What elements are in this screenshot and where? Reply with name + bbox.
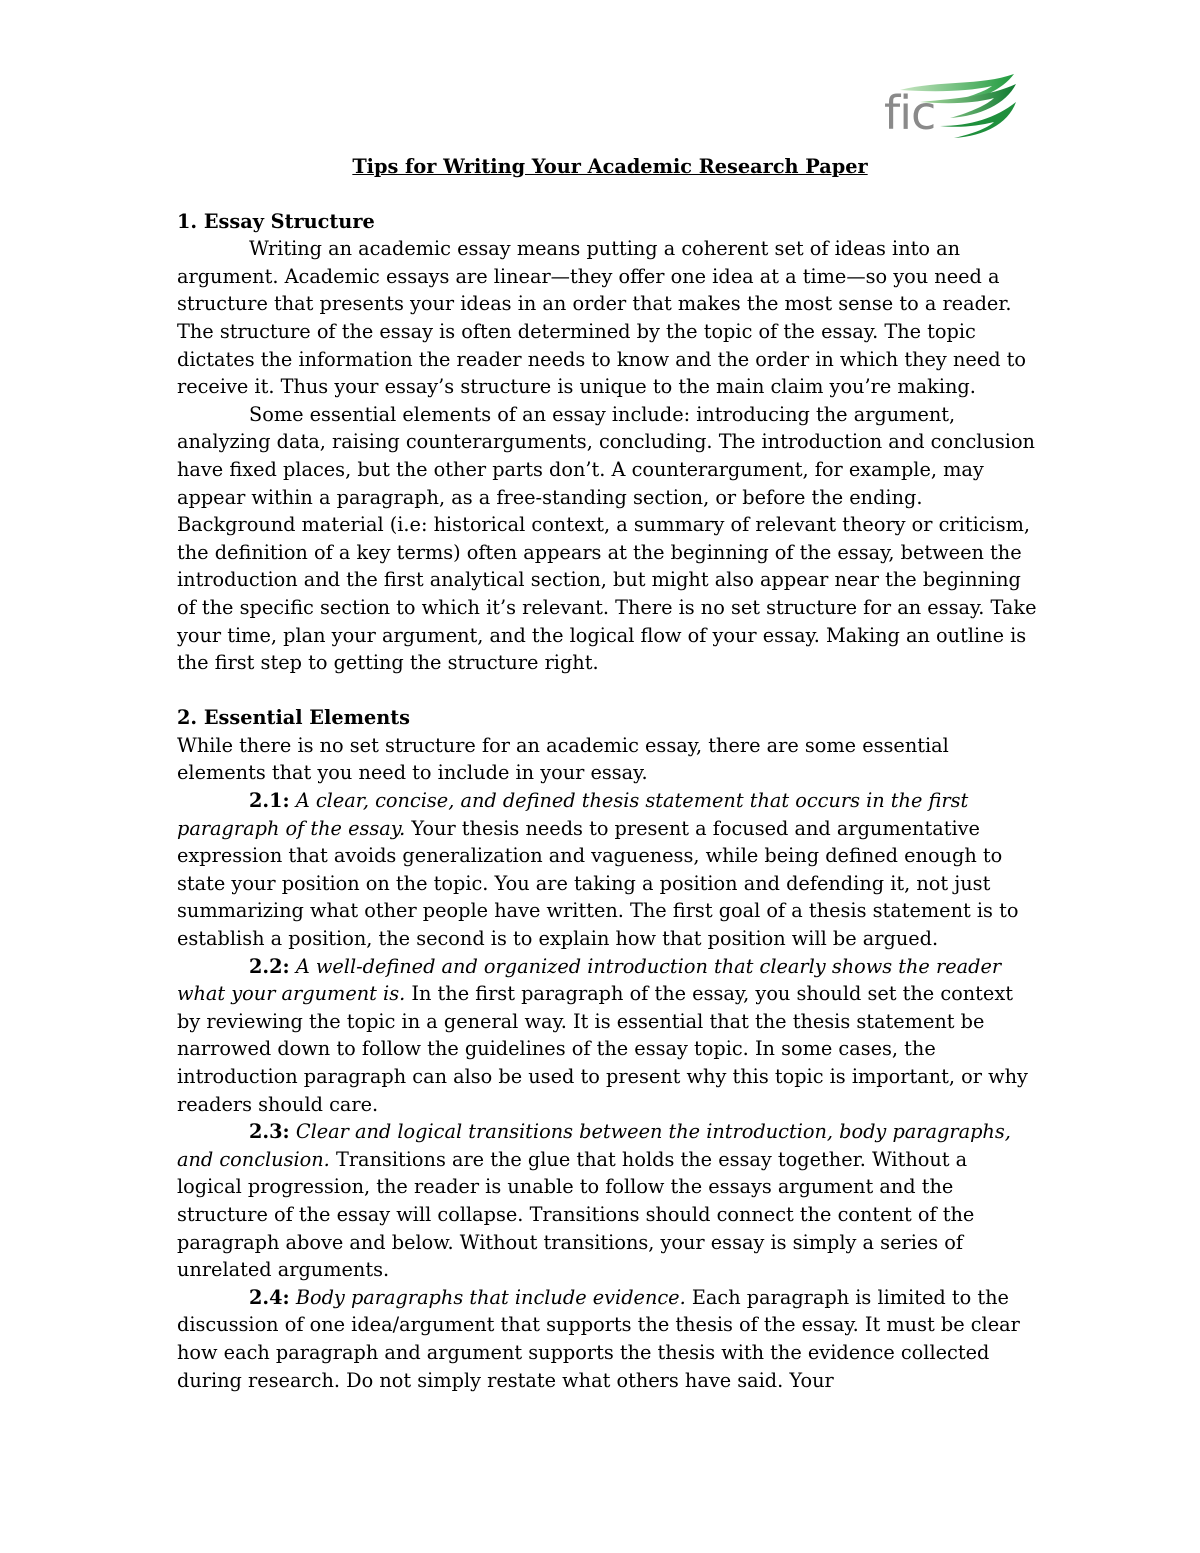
element-number: 2.1:: [249, 789, 290, 813]
element-lead: Body paragraphs that include evidence.: [295, 1285, 686, 1309]
element-item-2-1: [177, 787, 1037, 953]
element-item-2-3: [177, 1118, 1037, 1284]
spacer: [177, 677, 1037, 705]
element-number: 2.4:: [249, 1285, 290, 1309]
element-body: In the first paragraph of the essay, you should set the context by reviewing the topic in a general way. It is essential that the thesis statement be narrowed down to follow the guidelines of the essay topic. In some cases, the introduction paragraph can also be used to present why this topic is important, or why readers should care.: [177, 982, 1028, 1116]
paragraph-essential-elements-intro: While there is no set structure for an academic essay, there are some essential elements that you need to include in your essay.: [177, 733, 949, 785]
section-heading-essential-elements: 2. Essential Elements: [177, 706, 411, 730]
element-lead: A well-defined and organized introduction that clearly shows the reader what your argument is.: [177, 954, 1002, 1006]
element-item-2-4: [177, 1284, 1037, 1394]
document-title: Tips for Writing Your Academic Research Paper: [352, 155, 868, 178]
paragraph-essay-structure-1: Writing an academic essay means putting a coherent set of ideas into an argument. Academic essays are linear—they offer one idea at a time—so you need a structure that presents your ideas in an order that makes the most sense to a reader. The structure of the essay is often determined by the topic of the essay. The topic dictates the information the reader needs to know and the order in which they need to receive it. Thus your essay’s structure is unique to the main claim you’re making.: [177, 237, 1027, 399]
element-lead: Clear and logical transitions between the introduction, body paragraphs, and conclusion.: [177, 1120, 1011, 1171]
element-number: 2.2:: [249, 954, 290, 978]
section-heading-essay-structure: 1. Essay Structure: [177, 209, 375, 233]
element-body: Each paragraph is limited to the discussion of one idea/argument that supports the thesis of the essay. It must be clear how each paragraph and argument supports the thesis with the evidence collected during research. Do not simply restate what others have said. Your: [177, 1285, 1020, 1392]
element-body: Your thesis needs to present a focused and argumentative expression that avoids generalization and vagueness, while being defined enough to state your position on the topic. You are taking a position and defending it, not just summarizing what other people have written. The first goal of a thesis statement is to establish a position, the second is to explain how that position will be argued.: [177, 816, 1019, 951]
document-body: [177, 153, 1037, 1394]
fic-logo: [880, 72, 1020, 152]
element-number: 2.3:: [249, 1120, 290, 1144]
element-lead: A clear, concise, and defined thesis statement that occurs in the first paragraph of the essay.: [177, 789, 969, 840]
logo-text: fic: [884, 86, 936, 140]
element-item-2-2: [177, 953, 1037, 1119]
element-body: Transitions are the glue that holds the essay together. Without a logical progression, the reader is unable to follow the essays argument and the structure of the essay will collapse. Transitions should connect the content of the paragraph above and below. Without transitions, your essay is simply a series of unrelated arguments.: [177, 1147, 975, 1282]
paragraph-essay-structure-2: Some essential elements of an essay include: introducing the argument, analyzing data, raising counterarguments, concluding. The introduction and conclusion have fixed places, but the other parts don’t. A counterargument, for example, may appear within a paragraph, as a free-standing section, or before the ending. Background material (i.e: historical context, a summary of relevant theory or criticism, the definition of a key terms) often appears at the beginning of the essay, between the introduction and the first analytical section, but might also appear near the beginning of the specific section to which it’s relevant. There is no set structure for an essay. Take your time, plan your argument, and the logical flow of your essay. Making an outline is the first step to getting the structure right.: [177, 402, 1037, 675]
